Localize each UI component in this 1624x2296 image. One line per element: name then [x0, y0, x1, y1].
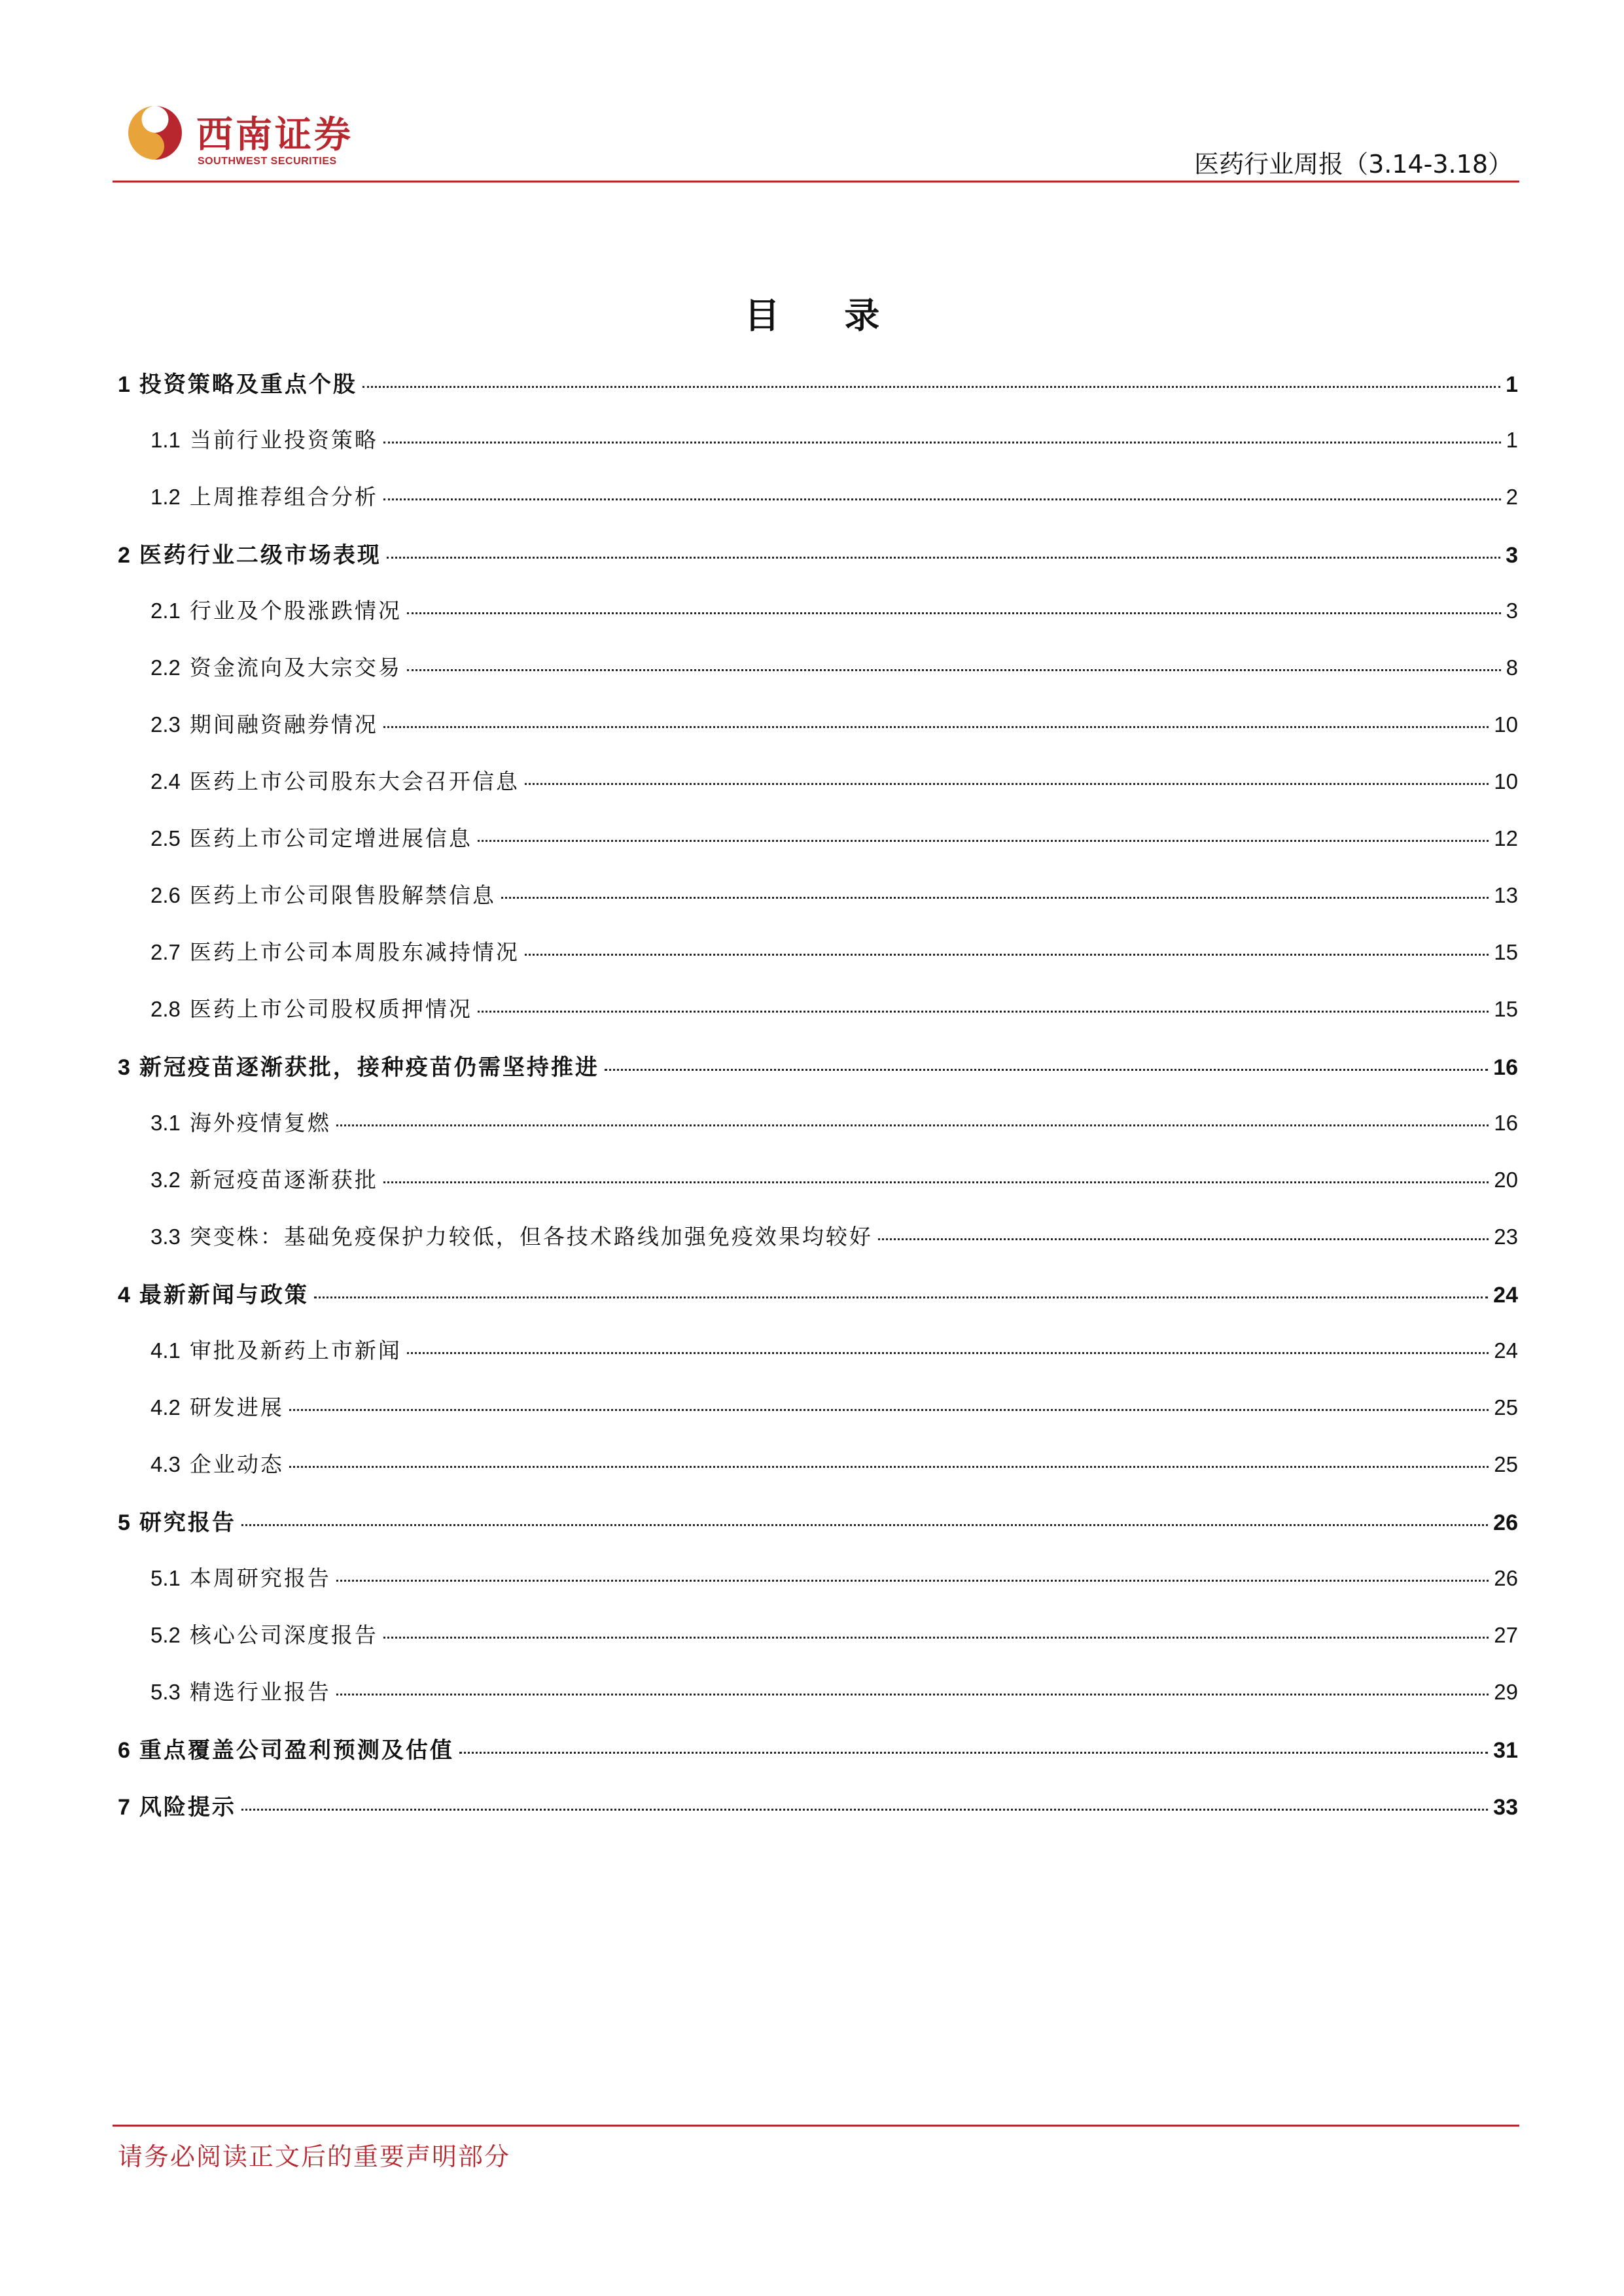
- toc-section-entry[interactable]: [118, 1277, 1518, 1334]
- toc-section-entry[interactable]: [118, 1789, 1518, 1846]
- toc-subsection-entry[interactable]: [118, 822, 1518, 878]
- toc-page-number: 13: [1494, 883, 1518, 907]
- toc-entry-title: 资金流向及大宗交易: [189, 655, 402, 680]
- toc-entry-number: 2.8: [150, 997, 181, 1021]
- toc-page-number: 10: [1494, 769, 1518, 793]
- toc-dot-leader: [241, 1809, 1488, 1811]
- toc-entry-title: 医药上市公司股东大会召开信息: [189, 769, 520, 794]
- toc-dot-leader: [459, 1752, 1488, 1754]
- toc-entry-number: 3: [118, 1055, 130, 1080]
- report-title: 医药行业周报（3.14-3.18）: [1194, 150, 1513, 179]
- toc-subsection-entry[interactable]: [118, 878, 1518, 935]
- toc-section-entry[interactable]: [118, 1505, 1518, 1561]
- toc-page-number: 1: [1506, 428, 1518, 452]
- toc-entry-title: 医药上市公司定增进展信息: [189, 826, 472, 851]
- toc-subsection-entry[interactable]: [118, 423, 1518, 480]
- toc-dot-leader: [525, 783, 1489, 785]
- toc-dot-leader: [314, 1296, 1488, 1298]
- toc-entry-title: 上周推荐组合分析: [189, 484, 378, 510]
- toc-entry-number: 1.2: [150, 485, 181, 509]
- toc-entry-number: 4: [118, 1283, 130, 1308]
- toc-entry-title: 核心公司深度报告: [189, 1622, 378, 1648]
- toc-entry-number: 5.1: [150, 1566, 181, 1590]
- toc-dot-leader: [605, 1069, 1488, 1071]
- page-header: [113, 92, 1519, 183]
- toc-page-number: 20: [1494, 1168, 1518, 1192]
- toc-page-number: 15: [1494, 940, 1518, 964]
- toc-page-number: 24: [1494, 1338, 1518, 1363]
- toc-page-number: 3: [1506, 599, 1518, 623]
- toc-subsection-entry[interactable]: [118, 1561, 1518, 1618]
- toc-entry-title: 海外疫情复燃: [189, 1110, 331, 1136]
- toc-entry-number: 4.2: [150, 1395, 181, 1419]
- toc-entry-title: 新冠疫苗逐渐获批: [189, 1167, 378, 1192]
- toc-heading: 目 录: [744, 295, 906, 336]
- toc-entry-number: 4.3: [150, 1452, 181, 1476]
- logo-chinese-name: 西南证券: [196, 113, 353, 156]
- toc-dot-leader: [407, 669, 1501, 671]
- toc-subsection-entry[interactable]: [118, 594, 1518, 651]
- toc-entry-title: 期间融资融券情况: [189, 712, 378, 737]
- toc-page-number: 16: [1494, 1111, 1518, 1135]
- footer-disclaimer: 请务必阅读正文后的重要声明部分: [118, 2142, 511, 2171]
- toc-subsection-entry[interactable]: [118, 935, 1518, 992]
- toc-entry-number: 1: [118, 372, 130, 397]
- toc-page-number: 25: [1494, 1452, 1518, 1476]
- toc-page-number: 25: [1494, 1395, 1518, 1419]
- toc-entry-title: 医药行业二级市场表现: [139, 542, 381, 568]
- toc-entry-title: 风险提示: [139, 1794, 236, 1820]
- toc-page-number: 27: [1494, 1623, 1518, 1647]
- toc-entry-number: 5: [118, 1510, 130, 1535]
- toc-page-number: 23: [1494, 1225, 1518, 1249]
- toc-entry-number: 2.7: [150, 940, 181, 964]
- toc-entry-title: 行业及个股涨跌情况: [189, 598, 402, 623]
- toc-dot-leader: [407, 1352, 1489, 1354]
- toc-dot-leader: [383, 1181, 1489, 1183]
- toc-dot-leader: [501, 897, 1489, 899]
- toc-page-number: 33: [1493, 1795, 1518, 1820]
- toc-page-number: 2: [1506, 485, 1518, 509]
- toc-subsection-entry[interactable]: [118, 765, 1518, 822]
- toc-entry-number: 2: [118, 543, 130, 568]
- toc-entry-number: 2.2: [150, 655, 181, 680]
- toc-dot-leader: [407, 612, 1501, 614]
- toc-entry-number: 2.4: [150, 769, 181, 793]
- toc-dot-leader: [336, 1580, 1489, 1582]
- toc-section-entry[interactable]: [118, 366, 1518, 423]
- toc-entry-title: 新冠疫苗逐渐获批，接种疫苗仍需坚持推进: [139, 1054, 599, 1081]
- toc-subsection-entry[interactable]: [118, 1106, 1518, 1163]
- toc-subsection-entry[interactable]: [118, 1220, 1518, 1277]
- toc-subsection-entry[interactable]: [118, 1675, 1518, 1732]
- toc-dot-leader: [336, 1124, 1489, 1126]
- toc-page-number: 8: [1506, 655, 1518, 680]
- toc-dot-leader: [478, 1011, 1489, 1013]
- logo-emblem-icon: [126, 103, 185, 162]
- toc-subsection-entry[interactable]: [118, 1618, 1518, 1675]
- toc-section-entry[interactable]: [118, 537, 1518, 594]
- toc-entry-number: 2.1: [150, 599, 181, 623]
- toc-entry-title: 当前行业投资策略: [189, 427, 378, 453]
- toc-entry-title: 最新新闻与政策: [139, 1282, 309, 1308]
- toc-entry-number: 6: [118, 1738, 130, 1763]
- toc-dot-leader: [336, 1694, 1489, 1696]
- toc-page-number: 15: [1494, 997, 1518, 1021]
- toc-entry-number: 3.2: [150, 1168, 181, 1192]
- toc-dot-leader: [289, 1466, 1489, 1468]
- toc-entry-title: 医药上市公司限售股解禁信息: [189, 882, 496, 908]
- header-divider: [113, 181, 1519, 183]
- toc-subsection-entry[interactable]: [118, 992, 1518, 1049]
- toc-subsection-entry[interactable]: [118, 1334, 1518, 1391]
- toc-page-number: 24: [1493, 1283, 1518, 1308]
- toc-page-number: 26: [1494, 1566, 1518, 1590]
- toc-entry-title: 精选行业报告: [189, 1679, 331, 1705]
- toc-entry-number: 2.5: [150, 826, 181, 850]
- table-of-contents: [118, 366, 1518, 1846]
- toc-entry-title: 审批及新药上市新闻: [189, 1338, 402, 1363]
- toc-dot-leader: [383, 498, 1501, 500]
- toc-page-number: 16: [1493, 1055, 1518, 1080]
- toc-subsection-entry[interactable]: [118, 1163, 1518, 1220]
- toc-entry-number: 1.1: [150, 428, 181, 452]
- toc-page-number: 12: [1494, 826, 1518, 850]
- toc-dot-leader: [478, 840, 1489, 842]
- toc-entry-number: 2.6: [150, 883, 181, 907]
- toc-section-entry[interactable]: [118, 1732, 1518, 1789]
- toc-entry-title: 投资策略及重点个股: [139, 372, 357, 398]
- toc-page-number: 3: [1506, 543, 1518, 568]
- toc-entry-title: 研究报告: [139, 1510, 236, 1536]
- toc-page-number: 29: [1494, 1680, 1518, 1704]
- toc-entry-title: 突变株：基础免疫保护力较低，但各技术路线加强免疫效果均较好: [189, 1224, 873, 1249]
- footer-divider: [113, 2125, 1519, 2127]
- toc-dot-leader: [525, 954, 1489, 956]
- toc-dot-leader: [289, 1409, 1489, 1411]
- toc-page-number: 26: [1493, 1510, 1518, 1535]
- toc-subsection-entry[interactable]: [118, 1448, 1518, 1505]
- toc-entry-number: 7: [118, 1795, 130, 1820]
- toc-subsection-entry[interactable]: [118, 480, 1518, 537]
- toc-entry-number: 3.1: [150, 1111, 181, 1135]
- toc-entry-title: 本周研究报告: [189, 1565, 331, 1591]
- toc-entry-title: 研发进展: [189, 1395, 284, 1420]
- toc-entry-title: 医药上市公司本周股东减持情况: [189, 939, 520, 965]
- toc-section-entry[interactable]: [118, 1049, 1518, 1106]
- toc-dot-leader: [387, 557, 1500, 559]
- toc-entry-number: 2.3: [150, 712, 181, 737]
- toc-subsection-entry[interactable]: [118, 708, 1518, 765]
- toc-dot-leader: [383, 726, 1489, 728]
- toc-entry-number: 3.3: [150, 1225, 181, 1249]
- toc-entry-number: 5.2: [150, 1623, 181, 1647]
- toc-page-number: 31: [1493, 1738, 1518, 1763]
- toc-subsection-entry[interactable]: [118, 1391, 1518, 1448]
- toc-entry-number: 5.3: [150, 1680, 181, 1704]
- toc-entry-title: 医药上市公司股权质押情况: [189, 996, 472, 1022]
- toc-dot-leader: [241, 1524, 1488, 1526]
- toc-entry-title: 企业动态: [189, 1452, 284, 1477]
- toc-dot-leader: [383, 442, 1501, 444]
- toc-dot-leader: [383, 1637, 1489, 1639]
- toc-subsection-entry[interactable]: [118, 651, 1518, 708]
- toc-page-number: 10: [1494, 712, 1518, 737]
- toc-page-number: 1: [1506, 372, 1518, 397]
- logo-english-name: SOUTHWEST SECURITIES: [198, 156, 337, 167]
- toc-entry-number: 4.1: [150, 1338, 181, 1363]
- toc-entry-title: 重点覆盖公司盈利预测及估值: [139, 1737, 454, 1764]
- toc-dot-leader: [878, 1238, 1489, 1240]
- company-logo: [126, 98, 400, 177]
- toc-dot-leader: [362, 386, 1500, 388]
